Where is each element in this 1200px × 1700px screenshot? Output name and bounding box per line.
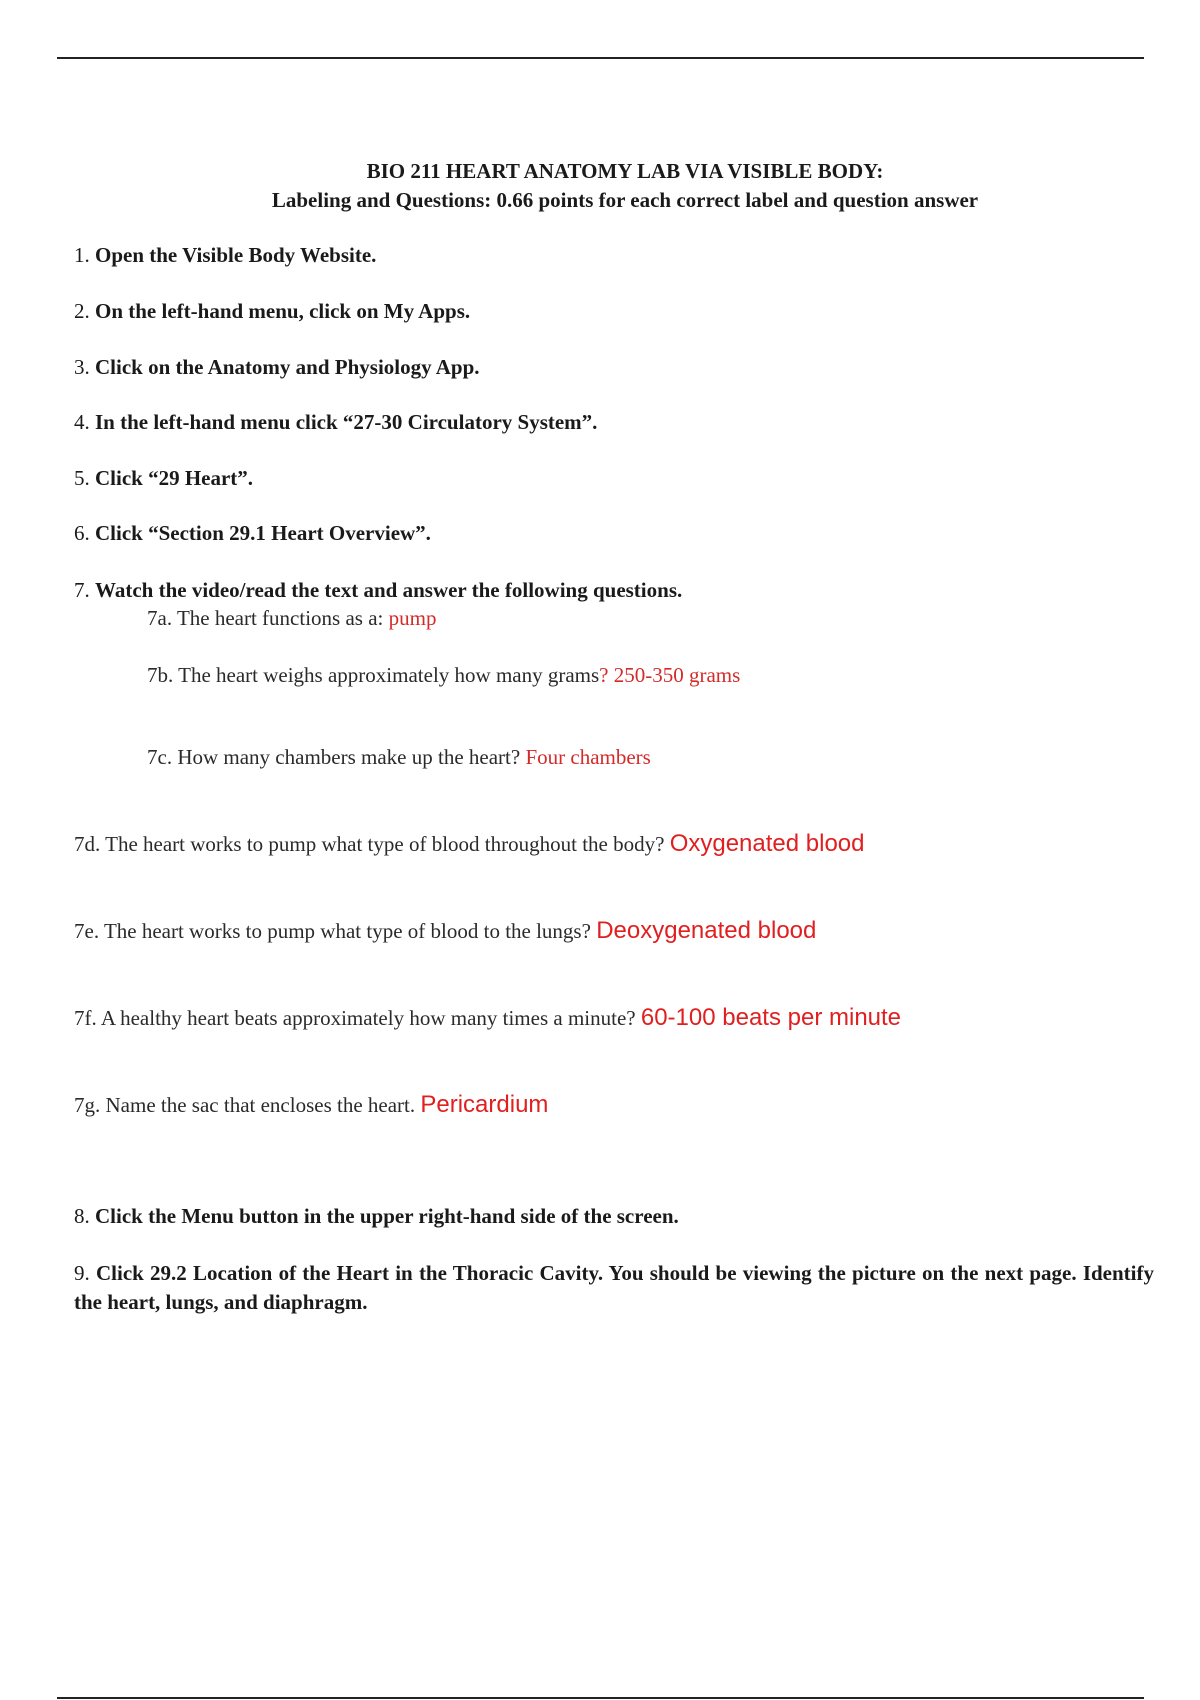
question-7f [74, 1004, 901, 1032]
step-text: In the left-hand menu click “27-30 Circulatory System”. [95, 410, 598, 434]
step-8 [74, 1204, 679, 1229]
step-7 [74, 578, 682, 603]
step-9 [74, 1259, 1154, 1317]
question-text: 7g. Name the sac that encloses the heart. [74, 1093, 416, 1117]
document-title: BIO 211 HEART ANATOMY LAB VIA VISIBLE BODY: [366, 159, 884, 183]
question-text: 7e. The heart works to pump what type of blood to the lungs? [74, 919, 591, 943]
answer-text: Deoxygenated blood [596, 917, 817, 944]
question-7a [147, 606, 436, 631]
step-number: 4. [74, 410, 90, 434]
question-7d [74, 830, 865, 858]
step-number: 2. [74, 299, 90, 323]
step-number: 6. [74, 521, 90, 545]
step-text: On the left-hand menu, click on My Apps. [95, 299, 471, 323]
step-3 [74, 355, 480, 380]
answer-text: pump [388, 606, 437, 630]
step-6 [74, 521, 431, 546]
question-text: 7d. The heart works to pump what type of blood throughout the body? [74, 832, 665, 856]
step-number: 3. [74, 355, 90, 379]
question-text: 7a. The heart functions as a: [147, 606, 384, 630]
step-text: Click “Section 29.1 Heart Overview”. [95, 521, 431, 545]
step-1 [74, 243, 376, 268]
step-text: Click the Menu button in the upper right-hand side of the screen. [95, 1204, 679, 1228]
step-text: Click on the Anatomy and Physiology App. [95, 355, 480, 379]
question-7c [147, 745, 651, 770]
answer-text: Oxygenated blood [669, 830, 865, 857]
answer-text: Four chambers [525, 745, 651, 769]
step-text: Open the Visible Body Website. [95, 243, 377, 267]
step-5 [74, 466, 253, 491]
step-number: 7. [74, 578, 90, 602]
question-text: 7f. A healthy heart beats approximately how many times a minute? [74, 1006, 636, 1030]
document-subtitle: Labeling and Questions: 0.66 points for each correct label and question answer [271, 188, 979, 212]
step-number: 9. [74, 1261, 90, 1285]
answer-text: 60-100 beats per minute [640, 1004, 902, 1031]
answer-text: ? 250-350 grams [599, 663, 741, 687]
step-number: 5. [74, 466, 90, 490]
question-7g [74, 1091, 548, 1119]
step-4 [74, 410, 597, 435]
bottom-divider [57, 1697, 1144, 1699]
step-text: Click “29 Heart”. [95, 466, 254, 490]
question-text: 7c. How many chambers make up the heart? [147, 745, 521, 769]
question-7e [74, 917, 816, 945]
question-text: 7b. The heart weighs approximately how many grams [147, 663, 600, 687]
question-7b [147, 663, 740, 688]
step-text: Click 29.2 Location of the Heart in the Thoracic Cavity. You should be viewing the picture on the next page. Identify the heart, lungs, and diaphragm. [74, 1261, 1154, 1314]
step-text: Watch the video/read the text and answer the following questions. [95, 578, 683, 602]
step-number: 8. [74, 1204, 90, 1228]
step-number: 1. [74, 243, 90, 267]
step-2 [74, 299, 470, 324]
answer-text: Pericardium [420, 1091, 549, 1118]
top-divider [57, 57, 1144, 59]
